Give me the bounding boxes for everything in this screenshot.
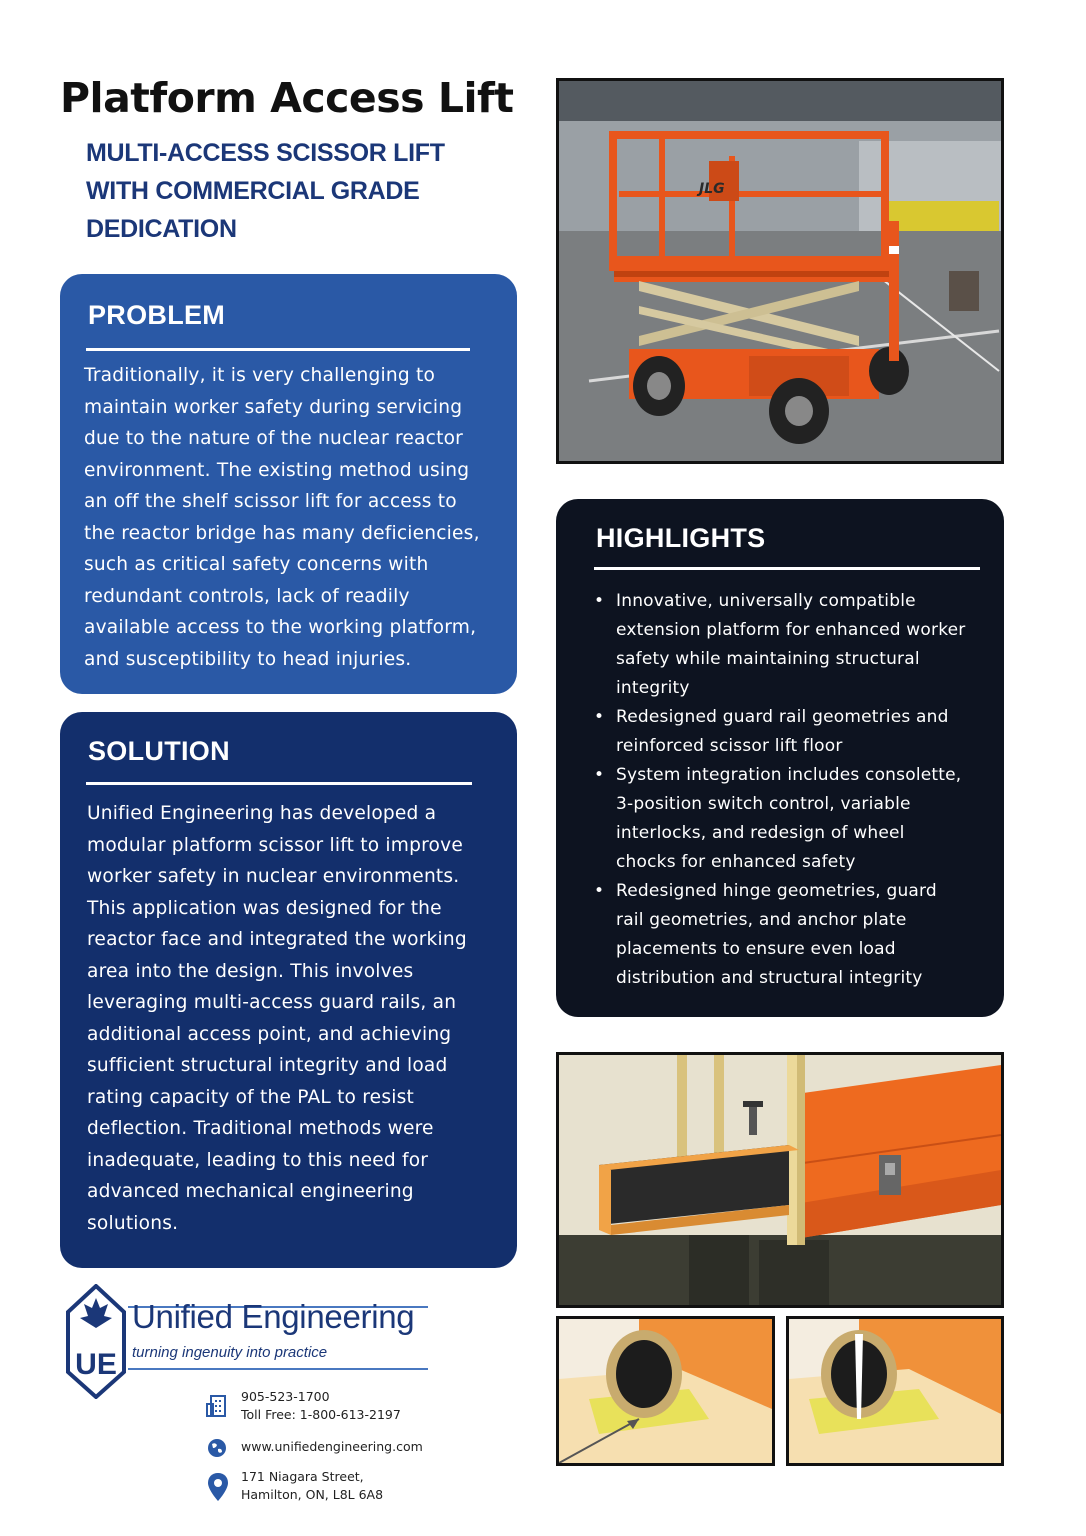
subtitle-line: DEDICATION: [86, 215, 237, 243]
text-line: Innovative, universally compatible: [616, 591, 916, 611]
page-title: Platform Access Lift: [60, 74, 514, 122]
logo-rule: [128, 1368, 428, 1370]
building-icon: [205, 1392, 231, 1418]
text-line: and susceptibility to head injuries.: [84, 648, 412, 670]
text-line: such as critical safety concerns with: [84, 554, 429, 575]
text-line: inadequate, leading to this need for: [87, 1149, 429, 1171]
text-line: chocks for enhanced safety: [616, 852, 856, 872]
company-logo: [66, 1284, 436, 1399]
bullet: •: [594, 881, 605, 901]
subtitle-line: WITH COMMERCIAL GRADE: [86, 177, 420, 205]
problem-divider: [86, 348, 470, 351]
website-link[interactable]: www.unifiedengineering.com: [241, 1439, 423, 1454]
contact-website: [205, 1438, 525, 1460]
text-line: an off the shelf scissor lift for access to: [84, 491, 457, 512]
text-line: Unified Engineering has developed a: [87, 803, 437, 824]
highlights-panel: [556, 499, 1004, 1017]
text-line: safety while maintaining structural: [616, 649, 920, 669]
text-line: redundant controls, lack of readily: [84, 585, 410, 607]
text-line: reinforced scissor lift floor: [616, 736, 843, 756]
text-line: additional access point, and achieving: [87, 1023, 452, 1045]
text-line: integrity: [616, 678, 690, 698]
scissor-lift-photo: [556, 78, 1004, 464]
highlights-divider: [594, 567, 980, 570]
text-line: available access to the working platform,: [84, 617, 477, 638]
text-line: environment. The existing method using: [84, 459, 470, 481]
solution-divider: [86, 782, 472, 785]
text-line: maintain worker safety during servicing: [84, 396, 463, 418]
solution-heading: SOLUTION: [88, 736, 230, 766]
lift-brand-mark: JLG: [699, 181, 725, 197]
list-item: [594, 877, 984, 993]
list-item: [594, 587, 984, 703]
text-line: This application was designed for the: [87, 897, 442, 919]
text-line: reactor face and integrated the working: [87, 929, 467, 950]
map-pin-icon: [207, 1472, 229, 1502]
emblem-letters: UE: [75, 1348, 117, 1381]
contact-address: [205, 1468, 525, 1508]
company-tagline: turning ingenuity into practice: [132, 1344, 328, 1361]
text-line: placements to ensure even load: [616, 939, 896, 959]
wheel-chock-illustration: [559, 1319, 772, 1463]
text-line: the reactor bridge has many deficiencies,: [84, 522, 480, 544]
text-line: due to the nature of the nuclear reactor: [84, 428, 463, 449]
text-line: Redesigned guard rail geometries and: [616, 707, 949, 727]
list-item: [594, 703, 984, 761]
problem-heading: PROBLEM: [88, 300, 226, 330]
highlights-heading: HIGHLIGHTS: [596, 523, 766, 553]
wheel-chock-render-left: [556, 1316, 775, 1466]
scissor-lift-illustration: [559, 81, 1001, 461]
text-line: Redesigned hinge geometries, guard: [616, 881, 937, 901]
page-subtitle: [86, 134, 516, 248]
contact-phone: [205, 1388, 525, 1428]
wheel-chock-render-right: [786, 1316, 1004, 1466]
text-line: System integration includes consolette,: [616, 765, 962, 785]
bullet: •: [594, 707, 605, 727]
problem-body: [84, 360, 504, 675]
bullet: •: [594, 591, 605, 611]
globe-icon: [207, 1438, 227, 1458]
wheel-chock-illustration: [789, 1319, 1001, 1463]
solution-panel: [60, 712, 517, 1268]
text-line: rating capacity of the PAL to resist: [87, 1086, 414, 1108]
ue-emblem-icon: [66, 1284, 126, 1399]
address-text: [241, 1468, 383, 1504]
text-line: distribution and structural integrity: [616, 968, 923, 988]
text-line: deflection. Traditional methods were: [87, 1118, 434, 1139]
toll-free-number: Toll Free: 1-800-613-2197: [241, 1407, 401, 1422]
extension-platform-render: [556, 1052, 1004, 1308]
text-line: Traditionally, it is very challenging to: [84, 365, 436, 386]
text-line: sufficient structural integrity and load: [87, 1055, 448, 1076]
text-line: rail geometries, and anchor plate: [616, 910, 907, 930]
text-line: interlocks, and redesign of wheel: [616, 823, 905, 843]
text-line: advanced mechanical engineering: [87, 1181, 414, 1202]
text-line: extension platform for enhanced worker: [616, 620, 966, 640]
problem-panel: [60, 274, 517, 694]
extension-platform-illustration: [559, 1055, 1001, 1305]
text-line: leveraging multi-access guard rails, an: [87, 992, 457, 1013]
text-line: 3-position switch control, variable: [616, 794, 911, 814]
highlights-list: [594, 587, 984, 993]
phone-number: 905-523-1700: [241, 1389, 330, 1404]
subtitle-line: MULTI-ACCESS SCISSOR LIFT: [86, 139, 445, 167]
solution-body: [87, 798, 507, 1239]
text-line: worker safety in nuclear environments.: [87, 866, 460, 887]
list-item: [594, 761, 984, 877]
phone-text: [241, 1388, 401, 1424]
text-line: modular platform scissor lift to improve: [87, 834, 463, 856]
bullet: •: [594, 765, 605, 785]
text-line: area into the design. This involves: [87, 960, 414, 982]
address-line: Hamilton, ON, L8L 6A8: [241, 1487, 384, 1502]
company-name: Unified Engineering: [132, 1298, 415, 1335]
address-line: 171 Niagara Street,: [241, 1469, 364, 1484]
text-line: solutions.: [87, 1212, 179, 1234]
